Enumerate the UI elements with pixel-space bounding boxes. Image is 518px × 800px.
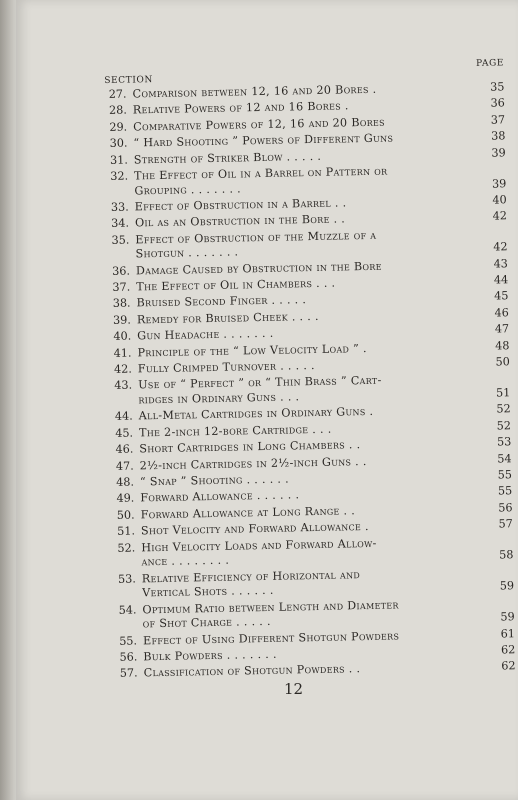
entry-number: 30.: [109, 136, 128, 151]
entry-number: 38.: [112, 297, 131, 311]
entry-page: 40: [492, 193, 507, 207]
entry-page: 45: [494, 289, 509, 304]
entry-page: 42: [492, 209, 508, 223]
entry-title: Fully Crimped Turnover . . . . .: [137, 359, 315, 376]
entry-page: 52: [496, 402, 511, 416]
entry-title: Effect of Using Different Shotgun Powders: [142, 628, 400, 647]
entry-number: 32.: [110, 169, 129, 183]
entry-page: 52: [496, 419, 512, 433]
entry-page: 37: [490, 113, 506, 127]
entry-title: Relative Powers of 12 and 16 Bores .: [132, 99, 349, 117]
entry-number: 46.: [115, 442, 134, 457]
entry-number: 55.: [119, 633, 138, 648]
entry-number: 37.: [112, 280, 131, 294]
entry-title: Forward Allowance at Long Range . .: [140, 504, 356, 522]
entry-page: 62: [500, 643, 516, 657]
entry-number: 50.: [116, 508, 135, 522]
entry-page: 39: [491, 145, 506, 160]
entry-number: 45.: [115, 426, 134, 440]
entry-number: 36.: [112, 264, 131, 278]
entry-page: 54: [497, 451, 512, 466]
entry-page: 43: [493, 256, 508, 271]
entry-title: Comparative Powers of 12, 16 and 20 Bores: [133, 115, 385, 134]
entry-page: 56: [498, 501, 513, 515]
entry-title: Effect of Obstruction in a Barrel . .: [134, 196, 347, 214]
entry-title: Effect of Obstruction of the Muzzle of a Shotgun . . . . . . .: [135, 228, 377, 261]
entry-page: 44: [493, 273, 509, 287]
entry-title: Classification of Shotgun Powders . .: [143, 662, 361, 680]
entry-title: Bulk Powders . . . . . . .: [143, 647, 277, 664]
entry-number: 48.: [116, 475, 135, 489]
entry-page: 62: [501, 659, 516, 673]
entry-title: “ Hard Shooting ” Powers of Different Guns: [133, 131, 394, 150]
entry-number: 49.: [116, 491, 135, 506]
entry-title: The Effect of Oil in Chambers . . .: [136, 276, 336, 294]
entry-title: High Velocity Loads and Forward Allow- ance . . . . . . . .: [141, 536, 377, 569]
entry-title: “ Snap ” Shooting . . . . . .: [139, 472, 290, 489]
entry-page: 35: [490, 80, 505, 94]
entry-title: The Effect of Oil in a Barrel on Pattern or Grouping . . . . . . .: [133, 164, 388, 197]
entry-number: 56.: [119, 650, 138, 664]
entry-page: 57: [498, 517, 513, 531]
entry-title: Remedy for Bruised Cheek . . . .: [136, 309, 319, 327]
entry-number: 27.: [108, 87, 127, 101]
entry-number: 43.: [114, 378, 133, 393]
entry-page: 50: [495, 355, 510, 369]
entry-title: 2½-inch Cartridges in 2½-inch Guns . .: [139, 454, 367, 472]
entry-number: 44.: [114, 409, 133, 424]
entry-page: 53: [496, 435, 512, 449]
entry-page: 39: [491, 176, 507, 191]
entry-title: All-Metal Cartridges in Ordinary Guns .: [138, 405, 374, 423]
page-column-label: PAGE: [476, 58, 505, 69]
entry-page: 51: [495, 386, 511, 400]
entry-number: 53.: [117, 572, 136, 586]
entry-page: 55: [497, 484, 513, 498]
entry-page: 48: [495, 338, 510, 353]
entry-title: Principle of the “ Low Velocity Load ” .: [137, 341, 367, 360]
entry-title: Strength of Striker Blow . . . . .: [133, 149, 322, 167]
entry-title: Shot Velocity and Forward Allowance .: [140, 520, 369, 538]
entry-number: 57.: [119, 666, 138, 681]
entry-title: Gun Headache . . . . . . .: [137, 327, 274, 343]
entry-title: Comparison between 12, 16 and 20 Bores .: [132, 82, 377, 101]
entry-number: 33.: [110, 200, 129, 214]
entry-number: 28.: [108, 103, 127, 118]
entry-page: 55: [497, 468, 513, 482]
entry-title: Optimum Ratio between Length and Diameter of Shot Charge . . . . .: [142, 597, 399, 631]
entry-number: 41.: [113, 346, 132, 360]
entry-page: 42: [493, 240, 508, 254]
entry-title: Relative Efficiency of Horizontal and Vertical Shots . . . . . .: [141, 567, 361, 600]
toc-entries: [104, 80, 515, 681]
entry-title: The 2-inch 12-bore Cartridge . . .: [138, 422, 332, 440]
entry-title: Use of “ Perfect ” or “ Thin Brass ” Cart- ridges in Ordinary Guns . . .: [138, 374, 382, 407]
entry-page: 38: [491, 129, 506, 143]
entry-number: 54.: [118, 602, 137, 617]
entry-number: 47.: [115, 459, 134, 473]
entry-page: 58: [499, 548, 514, 562]
entry-number: 42.: [113, 362, 132, 376]
entry-number: 40.: [113, 329, 132, 344]
entry-title: Forward Allowance . . . . . .: [140, 488, 300, 505]
entry-title: Bruised Second Finger . . . . .: [136, 293, 307, 310]
entry-page: 46: [494, 306, 509, 320]
entry-title: Oil as an Obstruction in the Bore . .: [134, 212, 346, 230]
table-of-contents: [104, 58, 516, 683]
page-number: 12: [284, 680, 304, 698]
entry-title: Short Cartridges in Long Chambers . .: [139, 438, 361, 456]
book-page: [16, 0, 518, 800]
entry-page: 36: [490, 96, 505, 110]
entry-number: 52.: [117, 541, 136, 555]
entry-number: 39.: [112, 313, 132, 327]
entry-title: Damage Caused by Obstruction in the Bore: [135, 259, 382, 278]
entry-number: 34.: [111, 216, 130, 231]
entry-number: 29.: [109, 120, 128, 134]
entry-page: 47: [494, 322, 510, 336]
entry-page: 59: [499, 579, 515, 593]
entry-page: 59: [500, 610, 515, 624]
entry-number: 31.: [109, 153, 128, 167]
entry-number: 51.: [117, 524, 136, 538]
entry-number: 35.: [111, 233, 130, 247]
entry-page: 61: [500, 626, 516, 640]
section-column-label: SECTION: [104, 75, 154, 86]
